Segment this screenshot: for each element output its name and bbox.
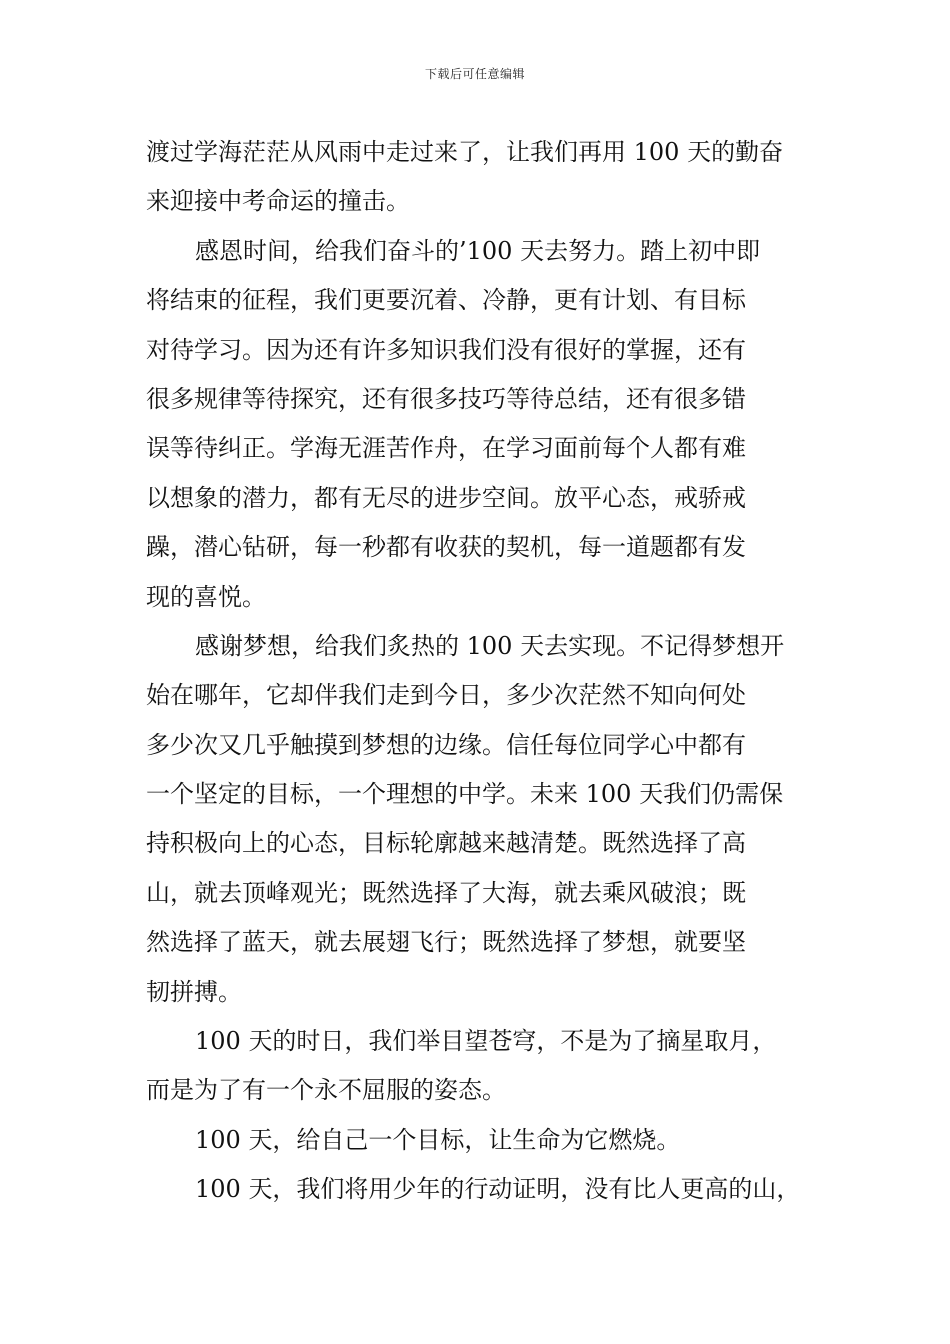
text-line: 而是为了有一个永不屈服的姿态。 [146,1076,506,1105]
paragraph-5 [146,1116,826,1165]
text-line: 感恩时间，给我们奋斗的’100 天去努力。踏上初中即 [195,236,761,265]
text-line: 100 天的时日，我们举目望苍穹，不是为了摘星取月， [195,1027,777,1056]
text-line: 很多规律等待探究，还有很多技巧等待总结，还有很多错 [146,384,746,413]
text-line: 然选择了蓝天，就去展翅飞行；既然选择了梦想，就要坚 [146,928,746,957]
text-line: 来迎接中考命运的撞击。 [146,187,410,216]
text-line: 100 天，给自己一个目标，让生命为它燃烧。 [195,1125,681,1154]
paragraph-3 [146,622,826,1017]
text-line: 感谢梦想，给我们炙热的 100 天去实现。不记得梦想开 [195,631,785,660]
text-line: 始在哪年，它却伴我们走到今日，多少次茫然不知向何处 [146,681,746,710]
text-line: 误等待纠正。学海无涯苦作舟，在学习面前每个人都有难 [146,434,746,463]
paragraph-2 [146,227,826,622]
text-line: 将结束的征程，我们更要沉着、冷静，更有计划、有目标 [146,286,746,315]
body-text [146,128,826,1215]
page-header: 下载后可任意编辑 [424,67,525,81]
text-line: 现的喜悦。 [146,582,266,611]
paragraph-1 [146,128,826,227]
text-line: 以想象的潜力，都有无尽的进步空间。放平心态，戒骄戒 [146,483,746,512]
paragraph-4 [146,1017,826,1116]
text-line: 韧拼搏。 [146,977,242,1006]
text-line: 持积极向上的心态，目标轮廓越来越清楚。既然选择了高 [146,829,746,858]
text-line: 山，就去顶峰观光；既然选择了大海，就去乘风破浪；既 [146,878,746,907]
text-line: 100 天，我们将用少年的行动证明，没有比人更高的山， [195,1175,801,1204]
text-line: 对待学习。因为还有许多知识我们没有很好的掌握，还有 [146,335,746,364]
paragraph-6 [146,1165,826,1214]
text-line: 渡过学海茫茫从风雨中走过来了，让我们再用 100 天的勤奋 [146,138,784,166]
text-line: 多少次又几乎触摸到梦想的边缘。信任每位同学心中都有 [146,730,746,759]
text-line: 一个坚定的目标，一个理想的中学。未来 100 天我们仍需保 [146,780,784,809]
text-line: 躁，潜心钻研，每一秒都有收获的契机，每一道题都有发 [146,533,746,562]
